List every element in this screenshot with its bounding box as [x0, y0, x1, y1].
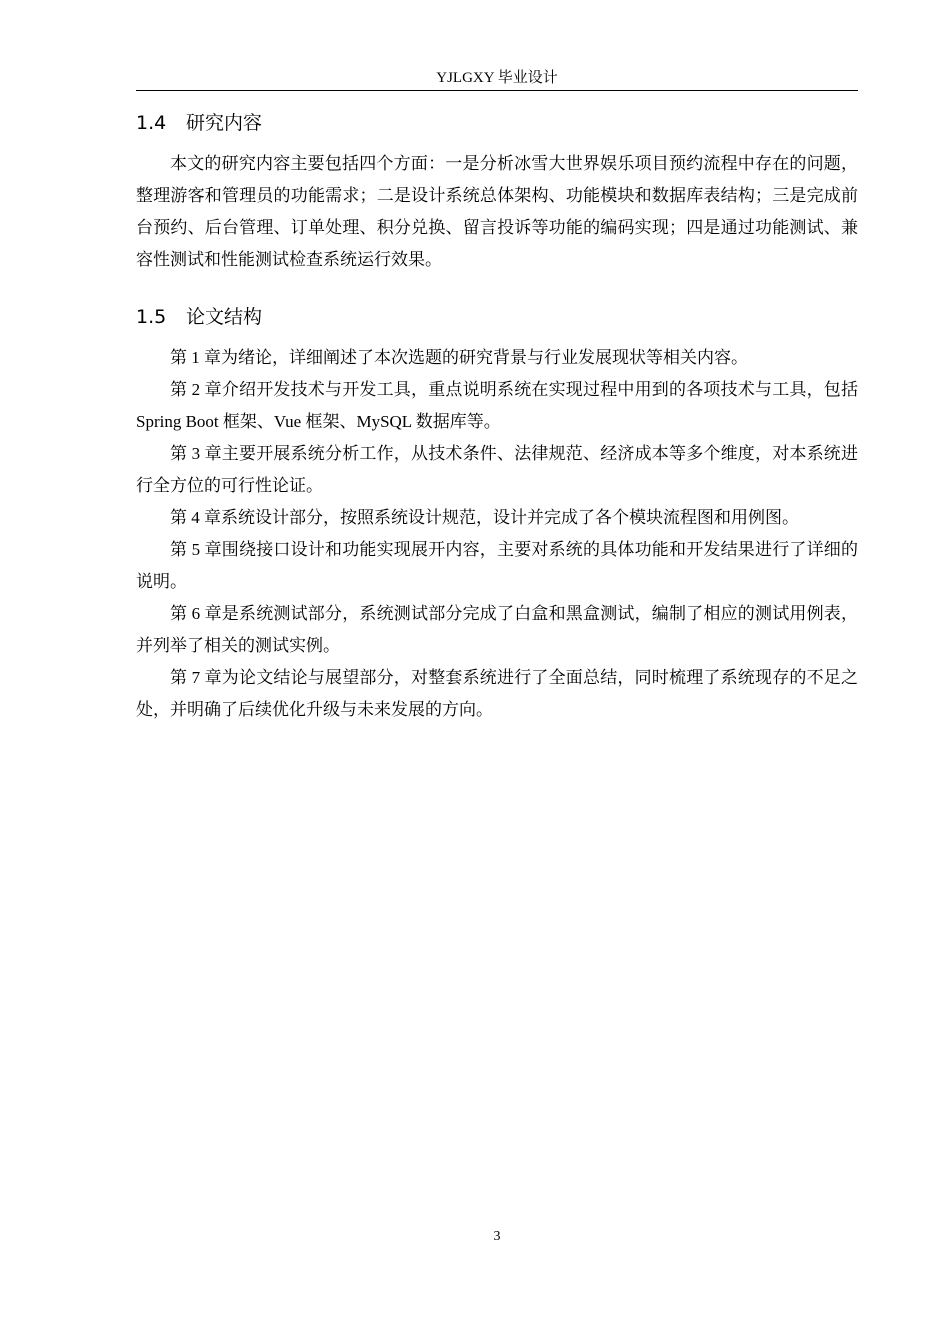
paragraph: 第 6 章是系统测试部分，系统测试部分完成了白盒和黑盒测试，编制了相应的测试用例表，并列举了相关的测试实例。 [136, 604, 858, 655]
running-header [136, 68, 858, 91]
paragraph: 第 4 章系统设计部分，按照系统设计规范，设计并完成了各个模块流程图和用例图。 [170, 508, 799, 527]
running-header-title: YJLGXY 毕业设计 [436, 70, 558, 86]
section-heading-1-4 [136, 108, 858, 138]
section-number: 1.5 [136, 306, 167, 328]
paragraph: 第 7 章为论文结论与展望部分，对整套系统进行了全面总结，同时梳理了系统现存的不足之处，并明确了后续优化升级与未来发展的方向。 [136, 668, 858, 719]
paragraph: 第 3 章主要开展系统分析工作，从技术条件、法律规范、经济成本等多个维度，对本系统进行全方位的可行性论证。 [136, 444, 858, 495]
paragraph: 本文的研究内容主要包括四个方面：一是分析冰雪大世界娱乐项目预约流程中存在的问题，整理游客和管理员的功能需求；二是设计系统总体架构、功能模块和数据库表结构；三是完成前台预约、后台管理、订单处理、积分兑换、留言投诉等功能的编码实现；四是通过功能测试、兼容性测试和性能测试检查系统运行效果。 [136, 154, 858, 269]
page-body [136, 108, 858, 726]
paragraph: 第 1 章为绪论，详细阐述了本次选题的研究背景与行业发展现状等相关内容。 [170, 348, 748, 367]
section-heading-1-5 [136, 302, 858, 332]
paragraph: 第 5 章围绕接口设计和功能实现展开内容，主要对系统的具体功能和开发结果进行了详细的说明。 [136, 540, 858, 591]
section-number: 1.4 [136, 112, 167, 134]
section-title: 研究内容 [186, 112, 263, 134]
page-number: 3 [493, 1229, 501, 1244]
paragraph: 第 2 章介绍开发技术与开发工具，重点说明系统在实现过程中用到的各项技术与工具，包括 Spring Boot 框架、Vue 框架、MySQL 数据库等。 [136, 380, 858, 431]
section-title: 论文结构 [186, 306, 263, 328]
